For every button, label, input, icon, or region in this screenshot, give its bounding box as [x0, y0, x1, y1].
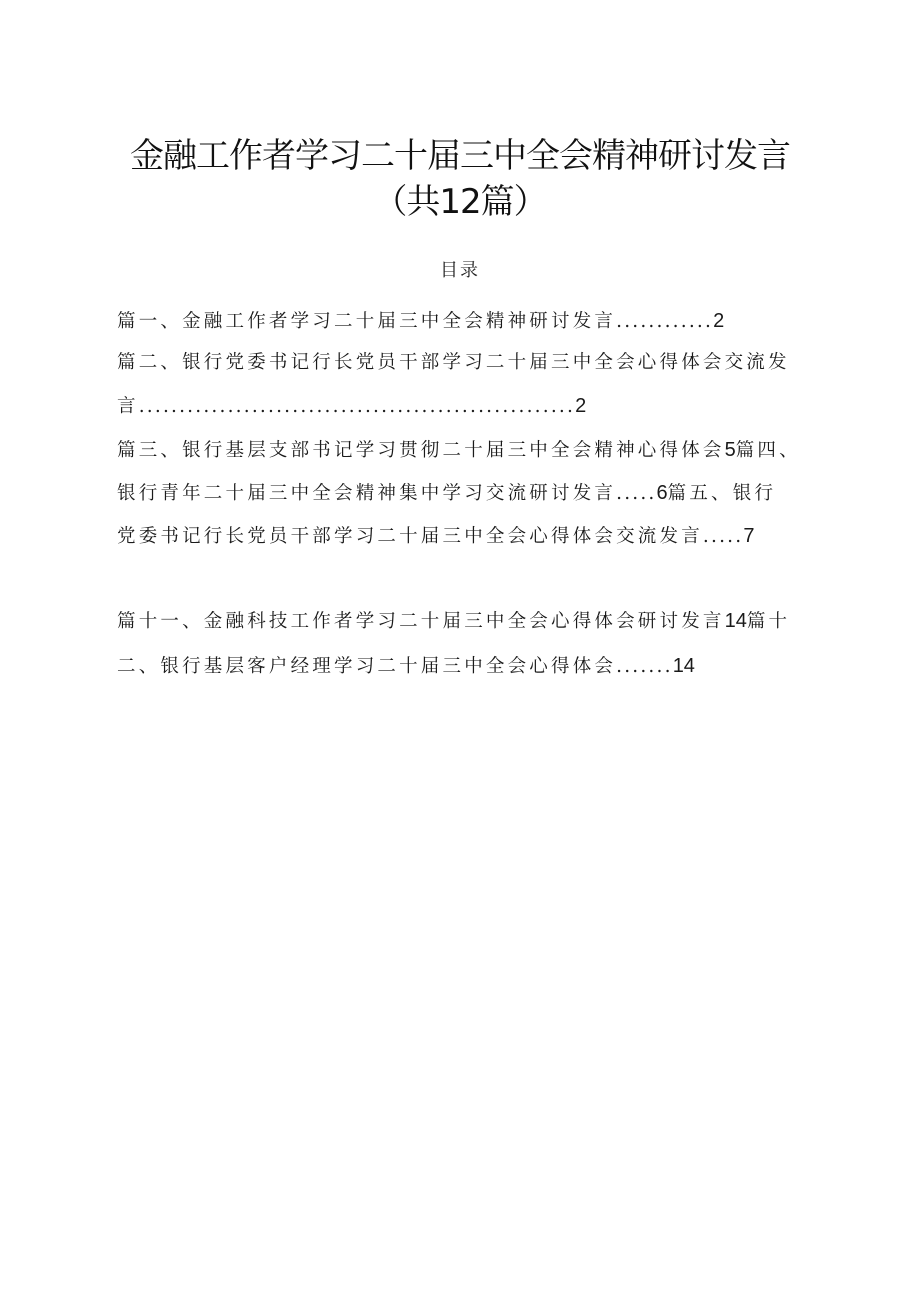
toc-entry-text: 篇一、金融工作者学习二十届三中全会精神研讨发言 [117, 311, 617, 332]
toc-page-number: 6 [656, 482, 668, 504]
toc-entry-continuation: 篇四、 [735, 440, 801, 461]
toc-entry-text: 二、银行基层客户经理学习二十届三中全会心得体会 [117, 656, 617, 677]
document-title: 金融工作者学习二十届三中全会精神研讨发言 [130, 136, 790, 176]
toc-leader-dots: ............ [616, 311, 714, 332]
toc-leader-dots: ....... [616, 656, 673, 677]
toc-line-1[interactable] [117, 309, 724, 334]
toc-line-3[interactable] [117, 394, 586, 419]
toc-entry-text: 银行青年二十届三中全会精神集中学习交流研讨发言 [117, 483, 617, 504]
toc-entry-text: 言 [117, 396, 139, 417]
toc-line-6[interactable] [117, 524, 754, 549]
toc-line-5[interactable] [117, 481, 776, 506]
toc-line-8[interactable] [117, 654, 695, 679]
toc-heading: 目录 [440, 260, 480, 281]
toc-entry-continuation: 篇五、银行 [667, 483, 777, 504]
toc-page-number: 5 [724, 439, 736, 461]
toc-entry-text: 党委书记行长党员干部学习二十届三中全会心得体会交流发言 [117, 526, 703, 547]
toc-page-number: 7 [743, 525, 755, 547]
toc-line-7[interactable] [117, 609, 790, 634]
toc-entry-text: 篇二、银行党委书记行长党员干部学习二十届三中全会心得体会交流发 [117, 352, 790, 373]
toc-entry-continuation: 篇十 [746, 611, 791, 632]
toc-page-number: 2 [713, 310, 725, 332]
toc-entry-text: 篇三、银行基层支部书记学习贯彻二十届三中全会精神心得体会 [117, 440, 725, 461]
toc-page-number: 2 [575, 395, 587, 417]
toc-page-number: 14 [724, 610, 747, 632]
toc-leader-dots: ..... [616, 483, 657, 504]
toc-line-2[interactable] [117, 351, 790, 375]
document-subtitle-count: （共12篇） [373, 182, 547, 222]
toc-leader-dots: ..... [702, 526, 744, 547]
toc-leader-dots: ...................................................... [138, 396, 576, 417]
toc-line-4[interactable] [117, 438, 801, 463]
toc-page-number: 14 [672, 655, 695, 677]
toc-entry-text: 篇十一、金融科技工作者学习二十届三中全会心得体会研讨发言 [117, 611, 725, 632]
